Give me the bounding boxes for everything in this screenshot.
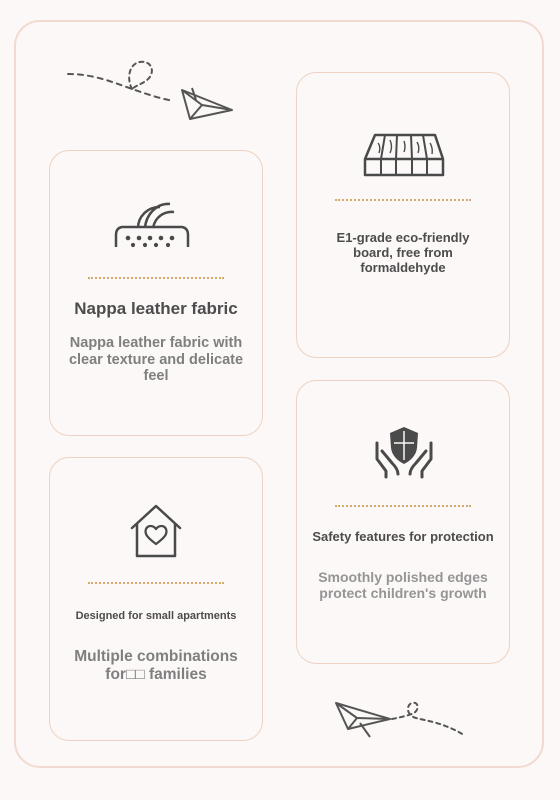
safety-card [296,380,510,664]
safety-card-title: Safety features for protection [312,529,494,544]
card-divider [335,505,471,507]
small-apartments-description: Multiple combinations for□□ families [74,648,238,683]
e1-card-description: E1-grade eco-friendly board, free from formaldehyde [336,230,470,275]
nappa-card-description: Nappa leather fabric with clear texture and delicate feel [68,335,244,385]
nappa-card-title: Nappa leather fabric [74,299,238,318]
card-divider [335,199,471,201]
paper-plane-top-left-icon [62,56,242,126]
nappa-leather-card [49,150,263,436]
house-heart-icon [126,500,186,562]
leather-texture-icon [112,197,192,251]
card-divider [88,582,224,584]
small-apartments-card [49,457,263,741]
safety-card-description: Smoothly polished edges protect children's growth [318,569,488,602]
paper-plane-bottom-right-icon [332,693,482,753]
e1-board-card [296,72,510,358]
wood-board-icon [363,131,445,183]
card-divider [88,277,224,279]
small-apartments-title: Designed for small apartments [75,610,237,622]
shield-hands-icon [374,421,434,479]
